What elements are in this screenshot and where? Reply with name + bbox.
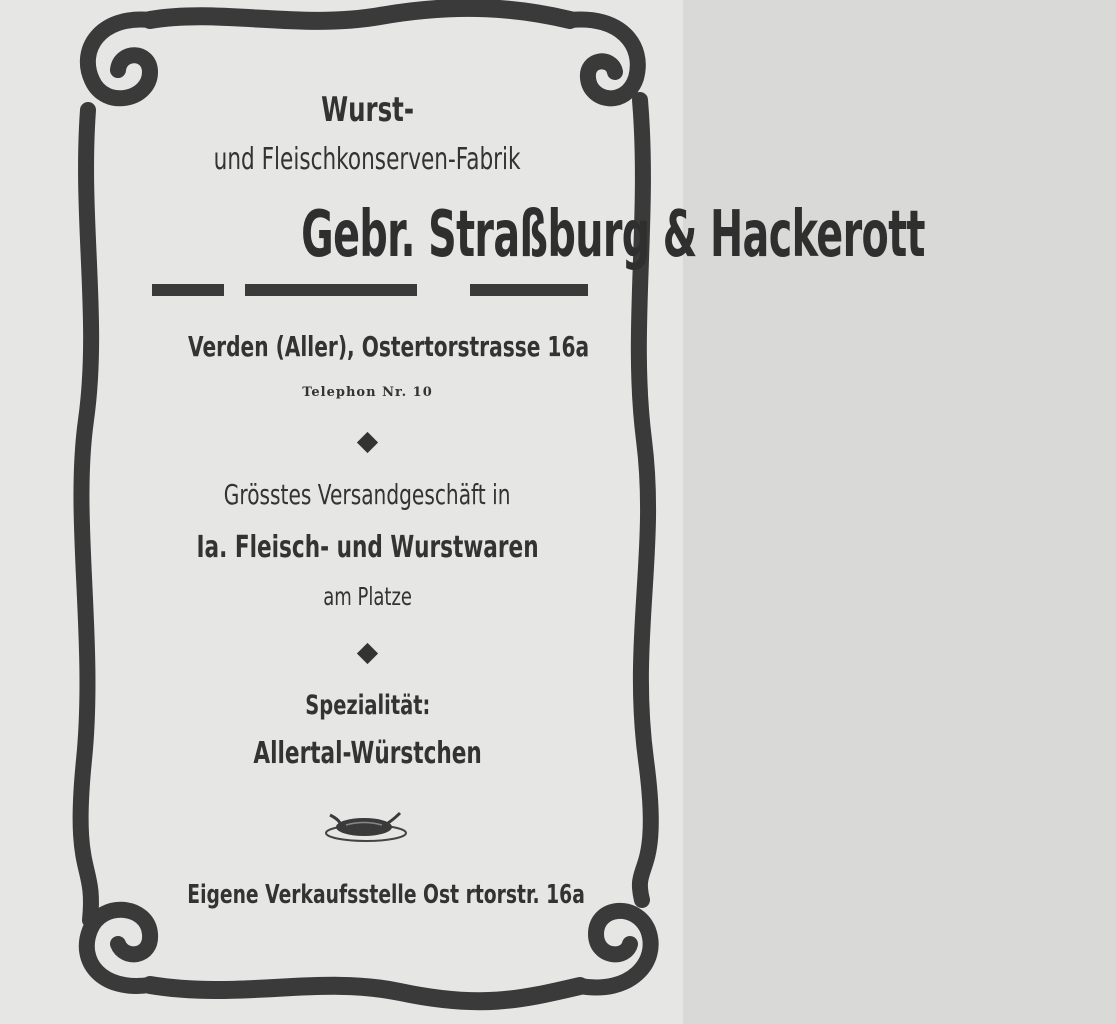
claim-line-2: Ia. Fleisch- und Wurstwaren [196, 530, 539, 565]
specialty-label: Spezialität: [304, 690, 431, 721]
sausage-dish-icon [318, 805, 418, 845]
claim-line-3: am Platze [323, 582, 412, 611]
firm-underline-3 [470, 284, 588, 296]
claim-line-1: Grösstes Versandgeschäft in [224, 478, 511, 511]
firm-underline-2 [245, 284, 417, 296]
specialty-name: Allertal-Würstchen [253, 736, 482, 771]
heading-wurst: Wurst- [321, 90, 414, 130]
diamond-divider [357, 643, 378, 664]
address-line: Verden (Aller), Ostertorstrasse 16a [187, 330, 590, 363]
firm-name: Gebr. Straßburg & Hackerott [301, 198, 925, 272]
firm-underline-1 [152, 284, 224, 296]
advertisement-text [110, 70, 925, 950]
shop-line: Eigene Verkaufsstelle Ost rtorstr. 16a [187, 880, 585, 910]
heading-fabrik: und Fleischkonserven-Fabrik [214, 142, 521, 177]
diamond-divider [357, 432, 378, 453]
telephone-line: Telephon Nr. 10 [302, 385, 433, 400]
